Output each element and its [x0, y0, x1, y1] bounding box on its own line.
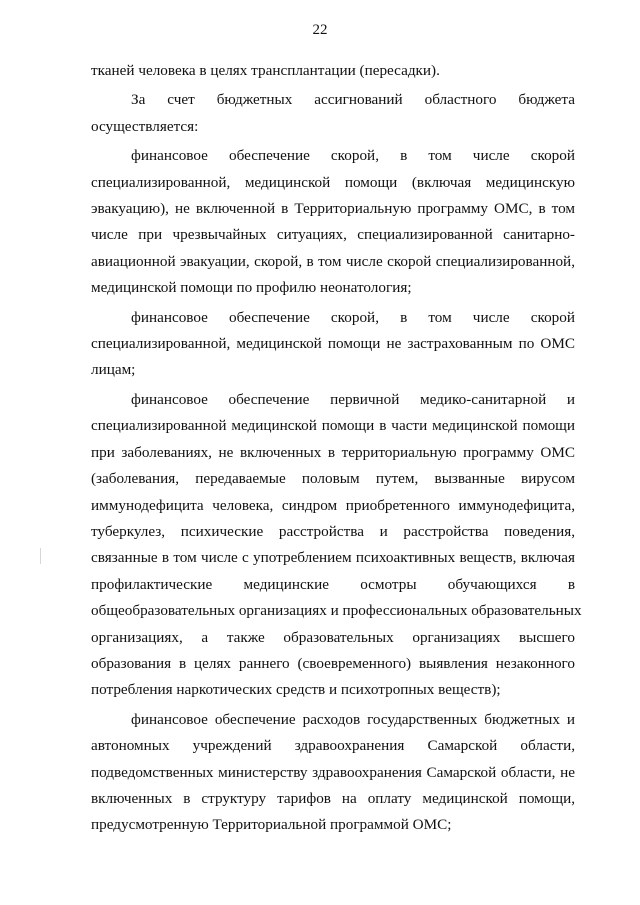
document-body — [91, 58, 582, 839]
text-line: числе при чрезвычайных ситуациях, специализированной санитарно- — [91, 226, 575, 244]
paragraph-uninsured-ambulance — [91, 305, 575, 384]
text-line: тканей человека в целях трансплантации (пересадки). — [91, 62, 440, 79]
margin-mark — [40, 548, 41, 564]
text-line: лицам; — [91, 361, 136, 379]
text-line: при заболеваниях, не включенных в территориальную программу ОМС — [91, 443, 575, 461]
text-line: туберкулез, психические расстройства и расстройства поведения, — [91, 522, 575, 540]
text-line: иммунодефицита человека, синдром приобретенного иммунодефицита, — [91, 496, 575, 514]
text-line: финансовое обеспечение скорой, в том числе скорой — [131, 308, 575, 326]
text-line: специализированной, медицинской помощи не застрахованным по ОМС — [91, 335, 575, 353]
text-line: включенных в структуру тарифов на оплату медицинской помощи, — [91, 789, 575, 807]
text-line: осуществляется: — [91, 117, 199, 135]
text-line: специализированной медицинской помощи в части медицинской помощи — [91, 417, 575, 435]
text-line: связанные в том числе с употреблением психоактивных веществ, включая — [91, 549, 575, 567]
paragraph-primary-care-financing — [91, 387, 582, 704]
text-line: подведомственных министерству здравоохранения Самарской области, не — [91, 763, 575, 781]
text-line: (заболевания, передаваемые половым путем, вызванные вирусом — [91, 470, 575, 488]
text-line: эвакуацию), не включенной в Территориальную программу ОМС, в том — [91, 200, 575, 218]
text-line: организациях, а также образовательных организациях высшего — [91, 628, 575, 646]
text-line: потребления наркотических средств и психотропных веществ); — [91, 681, 501, 699]
text-line: медицинской помощи по профилю неонатология; — [91, 279, 412, 297]
text-line: автономных учреждений здравоохранения Самарской области, — [91, 737, 575, 755]
text-line: финансовое обеспечение расходов государственных бюджетных и — [131, 710, 575, 728]
text-line: образования в целях раннего (своевременного) выявления незаконного — [91, 654, 575, 672]
text-line: За счет бюджетных ассигнований областного бюджета — [131, 91, 575, 109]
text-line: специализированной, медицинской помощи (включая медицинскую — [91, 173, 575, 191]
paragraph-ambulance-financing — [91, 143, 575, 301]
text-line: авиационной эвакуации, скорой, в том числе скорой специализированной, — [91, 252, 575, 270]
text-line: финансовое обеспечение первичной медико-санитарной и — [131, 390, 575, 408]
paragraph-transplant-continuation — [91, 58, 575, 84]
text-line: профилактические медицинские осмотры обучающихся в — [91, 575, 575, 593]
paragraph-budget-intro — [91, 87, 575, 140]
text-line: финансовое обеспечение скорой, в том числе скорой — [131, 147, 575, 165]
text-line: общеобразовательных организациях и профессиональных образовательных — [91, 602, 582, 620]
page-number: 22 — [312, 22, 328, 38]
text-line: предусмотренную Территориальной программой ОМС; — [91, 816, 452, 834]
paragraph-institution-expenses — [91, 707, 575, 839]
